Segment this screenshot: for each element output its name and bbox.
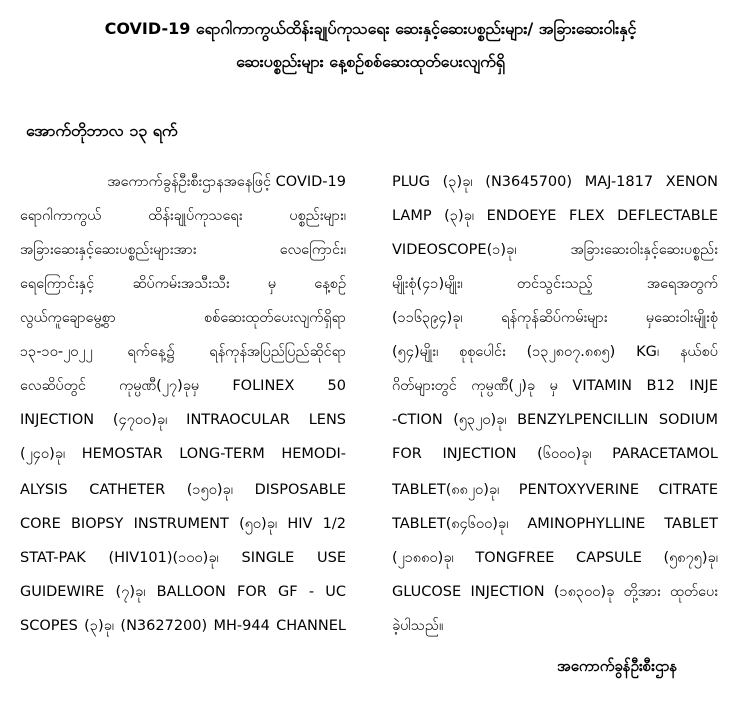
column-left-line: ALYSIS CATHETER (၁၅၀)ခု၊ DISPOSABLE [20,482,346,498]
column-right-line: FOR INJECTION (၆၀၀၀)ခု၊ PARACETAMOL [392,446,718,462]
column-left-line: (၂၄၀)ခု၊ HEMOSTAR LONG-TERM HEMODI- [20,446,346,462]
column-left-line: ရောဂါကာကွယ် ထိန်းချုပ်ကုသရေး ပစ္စည်းများ၊ [20,208,346,224]
column-right-line: (၂၁၈၈၀)ခု၊ TONGFREE CAPSULE (၅၈၇၅)ခု၊ [392,550,718,566]
column-left-line: အခြားဆေးနှင့်ဆေးပစ္စည်းများအား လေကြောင်း၊ [20,242,346,258]
column-right-line: GLUCOSE INJECTION (၁၈၃၀၀)ခု တို့အား ထုတ်ပေး [392,584,718,600]
column-left-line: STAT-PAK (HIV101)(၁၀၀)ခု၊ SINGLE USE [20,550,346,566]
column-right-line: TABLET(၈၄၆၀၀)ခု၊ AMINOPHYLLINE TABLET [392,516,718,532]
column-left-line: အကောက်ခွန်ဦးစီးဌာနအနေဖြင့် COVID-19 [107,174,346,190]
column-right-line: မျိုးစုံ(၄၁)မျိုး၊ တင်သွင်းသည့် အရေအတွက် [392,276,718,292]
column-left-line: လေဆိပ်တွင် ကုမ္ပဏီ(၂၇)ခုမှ FOLINEX 50 [20,378,346,394]
document-title-line-1: COVID-19 ရောဂါကာကွယ်ထိန်းချုပ်ကုသရေး ဆေးနှင့်ဆေးပစ္စည်းများ/ အခြားဆေးဝါးနှင့် [104,19,637,38]
column-right-line: PLUG (၃)ခု၊ (N3645700) MAJ-1817 XENON [392,174,718,190]
column-left-line: ၁၃-၁၀-၂၀၂၂ ရက်နေ့၌ ရန်ကုန်အပြည်ပြည်ဆိုင်ရာ [20,344,346,360]
column-left-line: လွယ်ကူချောမွေ့စွာ စစ်ဆေးထုတ်ပေးလျက်ရှိရာ [20,310,346,326]
column-left-line: INJECTION (၄၇၀၀)ခု၊ INTRAOCULAR LENS [20,412,346,428]
signature-department: အကောက်ခွန်ဦးစီးဌာန [557,657,678,675]
column-right-line: ဂိတ်များတွင် ကုမ္ပဏီ(၂)ခု မှ VITAMIN B12 INJE [392,378,718,394]
column-left-line: CORE BIOPSY INSTRUMENT (၅၀)ခု၊ HIV 1/2 [20,516,346,532]
dateline: အောက်တိုဘာလ ၁၃ ရက် [26,121,178,140]
column-right-line: (၁၁၆၃၉၄)ခု၊ ရန်ကုန်ဆိပ်ကမ်းများ မှဆေးဝါးမျိုးစုံ [392,310,718,326]
column-right-line: TABLET(၈၈၂၀)ခု၊ PENTOXYVERINE CITRATE [392,482,718,498]
column-left-line: ရေကြောင်းနှင့် ဆိပ်ကမ်းအသီးသီး မှ နေ့စဉ် [20,276,346,292]
column-left-line: GUIDEWIRE (၇)ခု၊ BALLOON FOR GF - UC [20,584,346,600]
column-right-line: ခဲ့ပါသည်။ [392,618,444,634]
column-right-line: -CTION (၅၃၂၀)ခု၊ BENZYLPENCILLIN SODIUM [392,412,718,428]
column-left-line: SCOPES (၃)ခု၊ (N3627200) MH-944 CHANNEL [20,618,346,634]
column-right-line: (၅၄)မျိုး၊ စုစုပေါင်း (၁၃၂၈၀၇.၈၈၅) KG၊ နယ်စပ် [392,344,718,360]
column-right-line: VIDEOSCOPE(၁)ခု၊ အခြားဆေးဝါးနှင့်ဆေးပစ္စည်း [392,242,718,258]
document-title-line-2: ဆေးပစ္စည်းများ နေ့စဉ်စစ်ဆေးထုတ်ပေးလျက်ရှိ [236,52,505,71]
column-right-line: LAMP (၃)ခု၊ ENDOEYE FLEX DEFLECTABLE [392,208,718,224]
